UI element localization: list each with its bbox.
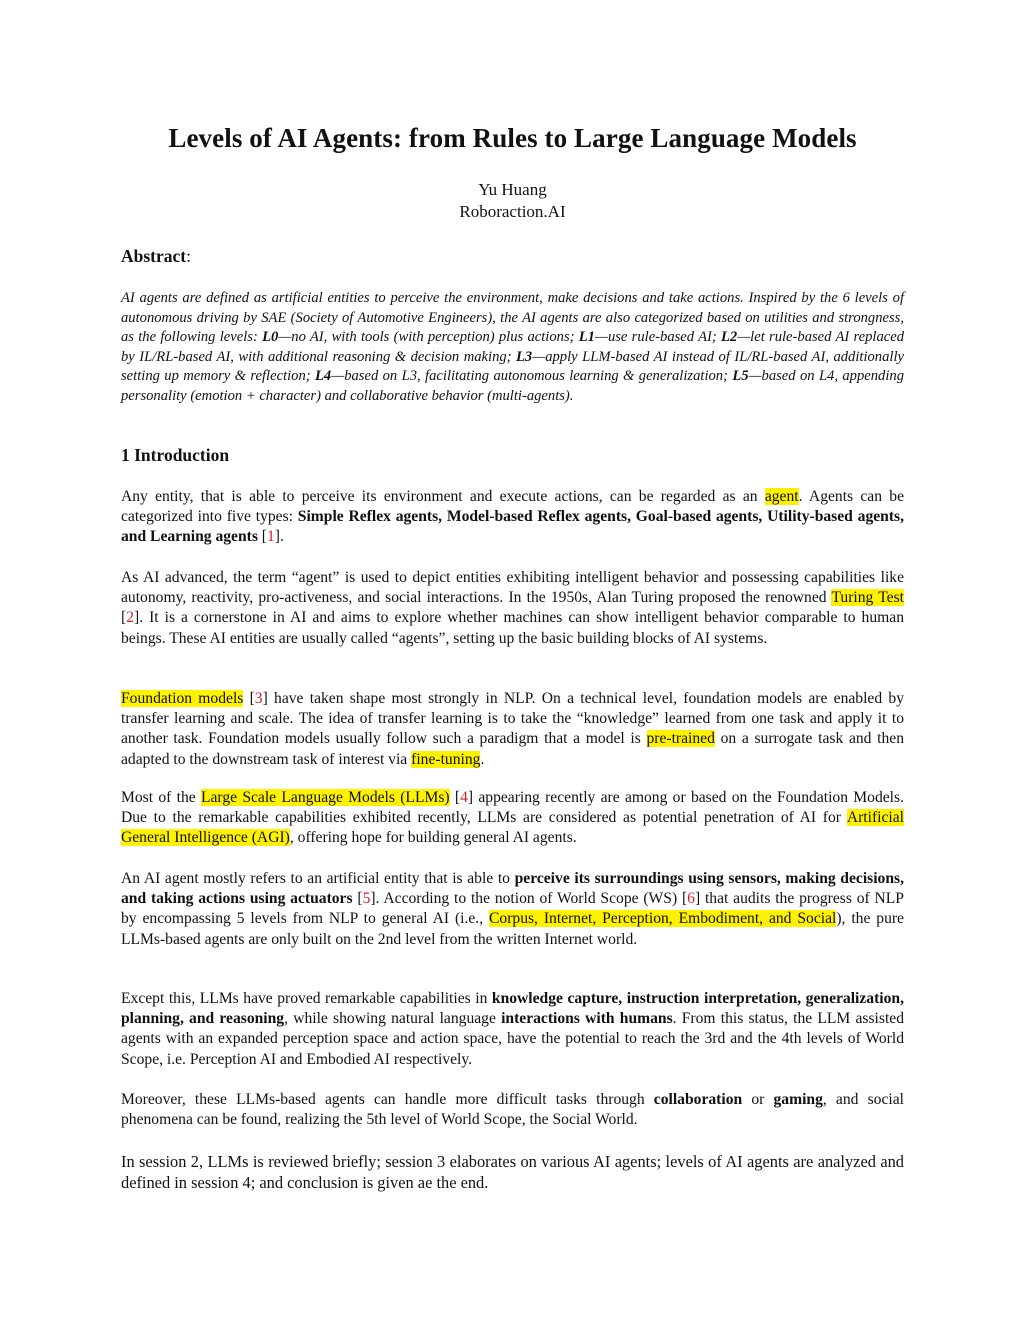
abstract-text-segment: —apply LLM-based AI instead of IL/RL-based AI, additionally setting up memory & reflection; xyxy=(121,348,904,384)
highlighted-term: pre-trained xyxy=(646,730,715,748)
level-label: L3 xyxy=(516,348,533,365)
paragraph-text: ]. xyxy=(274,528,284,546)
paragraph-text: As AI advanced, the term “agent” is used to depict entities exhibiting intelligent behavior and possessing capabilities like autonomy, reactivity, pro-activeness, and social interactions. In the 1950s, Alan Turing proposed the renowned xyxy=(121,569,904,607)
paper-title: Levels of AI Agents: from Rules to Large Language Models xyxy=(168,123,857,153)
paragraph-text: . From this status, the LLM assisted agents with an expanded perception space and action space, have the potential to reach the 3rd and the 4th levels of World Scope, i.e. Perception AI and Embodied AI respectively. xyxy=(121,1010,904,1068)
intro-paragraph-1 xyxy=(121,487,904,548)
bold-term: collaboration xyxy=(653,1091,743,1108)
level-label: L4 xyxy=(315,368,332,384)
intro-paragraph-4 xyxy=(121,788,904,849)
level-label: L2 xyxy=(720,329,738,345)
bold-term: Simple Reflex agents, Model-based Reflex agents, Goal-based agents, Utility-based agents, and Learning agents xyxy=(121,508,904,546)
paragraph-text: on a surrogate task and then adapted to the downstream task of interest via xyxy=(121,730,904,768)
paragraph-text: ] appearing recently are among or based on the Foundation Models. Due to the remarkable capabilities exhibited recently, LLMs are considered as potential penetration of AI for xyxy=(121,789,904,827)
paragraph-text: [ xyxy=(257,528,267,546)
abstract-text-segment: —based on L4, appending personality (emotion + character) and collaborative behavior (multi-agents). xyxy=(121,368,904,404)
paragraph-text: , while showing natural language xyxy=(284,1010,502,1028)
highlighted-term: Turing Test xyxy=(831,589,904,607)
paragraph-text: Moreover, these LLMs-based agents can handle more difficult tasks through xyxy=(121,1091,654,1108)
intro-paragraph-2 xyxy=(121,568,904,649)
paragraph-text: [ xyxy=(121,609,127,627)
abstract-text-segment: —let rule-based AI replaced by IL/RL-based AI, with additional reasoning & decision making; xyxy=(121,329,904,365)
paragraph-text: Any entity, that is able to perceive its environment and execute actions, can be regarded as an xyxy=(121,488,765,505)
highlighted-term: Foundation models xyxy=(121,690,244,707)
abstract-heading-label: Abstract xyxy=(121,246,187,266)
citation-link[interactable]: 6 xyxy=(687,890,695,908)
highlighted-term: agent xyxy=(764,488,799,505)
paragraph-text: [ xyxy=(243,690,255,707)
intro-paragraph-6 xyxy=(121,989,904,1070)
paragraph-text: Most of the xyxy=(121,789,201,806)
bold-term: knowledge capture, instruction interpretation, generalization, planning, and reasoning xyxy=(121,990,904,1028)
paragraph-text: An AI agent mostly refers to an artificial entity that is able to xyxy=(121,870,515,887)
level-label: L5 xyxy=(732,368,749,384)
paragraph-text: ]. It is a cornerstone in AI and aims to explore whether machines can show intelligent behavior comparable to human beings. These AI entities are usually called “agents”, setting up the basic building blocks of AI systems. xyxy=(121,609,904,647)
author-affiliation: Roboraction.AI xyxy=(459,202,566,221)
paragraph-text: or xyxy=(742,1091,774,1108)
citation-link[interactable]: 3 xyxy=(254,690,263,707)
abstract-text-segment: —based on L3, facilitating autonomous learning & generalization; xyxy=(331,368,733,384)
paragraph-text: ), the pure LLMs-based agents are only built on the 2nd level from the written Internet world. xyxy=(121,910,904,948)
abstract-text-segment: —no AI, with tools (with perception) plus actions; xyxy=(278,329,579,345)
citation-link[interactable]: 2 xyxy=(126,609,134,627)
paragraph-text: [ xyxy=(449,789,461,806)
paragraph-text: , and social phenomena can be found, realizing the 5th level of World Scope, the Social World. xyxy=(121,1091,904,1129)
abstract-text-segment: —use rule-based AI; xyxy=(594,329,721,345)
abstract-heading xyxy=(121,246,191,267)
intro-paragraph-3 xyxy=(121,689,904,770)
paragraph-text: . xyxy=(480,750,485,768)
bold-term: gaming xyxy=(773,1091,823,1108)
citation-link[interactable]: 4 xyxy=(460,789,468,806)
citation-link[interactable]: 1 xyxy=(267,528,275,546)
level-label: L0 xyxy=(262,329,279,345)
author-name: Yu Huang xyxy=(478,180,547,199)
paragraph-text: ] have taken shape most strongly in NLP. On a technical level, foundation models are enabled by transfer learning and scale. The idea of transfer learning is to take the “knowledge” learned from one task and apply it to another task. Foundation models usually follow such a paradigm that a model is xyxy=(121,690,904,748)
highlighted-term: Corpus, Internet, Perception, Embodiment, and Social xyxy=(489,910,837,928)
abstract-text-segment: AI agents are defined as artificial entities to perceive the environment, make decisions and take actions. Inspired by the 6 levels of autonomous driving by SAE (Society of Automotive Engineers), the AI agents are also categorized based on utilities and strongness, as the following levels: xyxy=(121,290,904,345)
intro-paragraph-8: In session 2, LLMs is reviewed briefly; session 3 elaborates on various AI agents; levels of AI agents are analyzed and defined in session 4; and conclusion is given ae the end. xyxy=(121,1152,904,1192)
highlighted-term: Artificial General Intelligence (AGI) xyxy=(121,809,904,847)
intro-paragraph-5 xyxy=(121,869,904,950)
paragraph-text: ] that audits the progress of NLP by encompassing 5 levels from NLP to general AI (i.e., xyxy=(121,890,904,928)
abstract-heading-colon: : xyxy=(186,246,191,266)
intro-paragraph-7 xyxy=(121,1090,904,1130)
paragraph-text: . Agents can be categorized into five types: xyxy=(121,488,904,526)
highlighted-term: Large Scale Language Models (LLMs) xyxy=(200,789,450,806)
section-heading-introduction: 1 Introduction xyxy=(121,445,230,465)
bold-term: interactions with humans xyxy=(501,1010,673,1028)
abstract-text xyxy=(121,289,904,406)
paragraph-text: Except this, LLMs have proved remarkable capabilities in xyxy=(121,990,492,1007)
paragraph-text: [ xyxy=(352,890,363,908)
paragraph-text: ]. According to the notion of World Scope (WS) [ xyxy=(370,890,688,908)
highlighted-term: fine-tuning xyxy=(411,750,481,768)
paragraph-text: , offering hope for building general AI agents. xyxy=(289,829,577,847)
citation-link[interactable]: 5 xyxy=(362,890,371,908)
level-label: L1 xyxy=(578,329,595,345)
bold-term: perceive its surroundings using sensors, making decisions, and taking actions using actuators xyxy=(121,870,904,908)
